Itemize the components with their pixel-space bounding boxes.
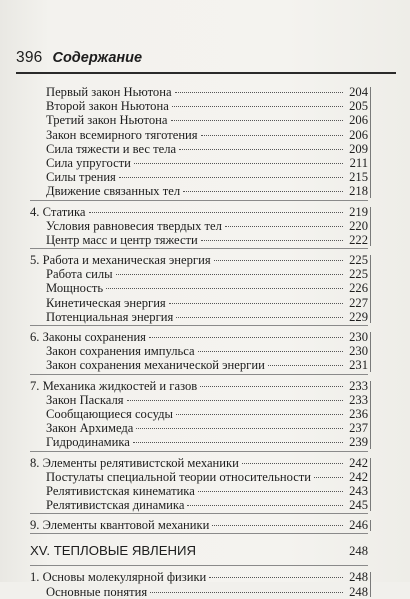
toc-entry-label: 4. Статика <box>30 204 86 219</box>
chapter-block <box>30 543 368 566</box>
dot-leader <box>169 303 343 304</box>
toc-entry[interactable] <box>30 170 368 184</box>
dot-leader <box>268 365 343 366</box>
dot-leader <box>106 288 343 289</box>
toc-entry-page: 229 <box>349 309 368 324</box>
dot-leader <box>212 525 343 526</box>
toc-entry-label: Закон Архимеда <box>46 421 134 436</box>
dot-leader <box>119 177 343 178</box>
dot-leader <box>172 106 343 107</box>
chapter-title: XV. ТЕПЛОВЫЕ ЯВЛЕНИЯ <box>30 543 197 559</box>
dot-leader <box>133 442 343 443</box>
dot-leader <box>198 491 343 492</box>
dot-leader <box>200 386 343 387</box>
dot-leader <box>214 260 343 261</box>
toc-entry-label: 6. Законы сохранения <box>30 330 146 344</box>
toc-entry[interactable] <box>30 281 368 295</box>
toc-entry-page: 206 <box>349 127 368 142</box>
toc-entry-page: 237 <box>349 421 368 436</box>
toc-entry[interactable] <box>30 219 368 233</box>
toc-entry-label: Постулаты специальной теории относительности <box>46 469 312 484</box>
toc-entry-page: 222 <box>349 232 368 247</box>
toc-entry-label: Силы трения <box>46 170 116 185</box>
toc-chapter-heading[interactable] <box>30 543 368 561</box>
toc-entry-page: 227 <box>349 295 368 310</box>
toc-entry-page: 218 <box>349 184 368 199</box>
toc-entry-page: 204 <box>349 85 368 99</box>
toc-entry[interactable] <box>30 393 368 407</box>
toc-entry-label: 9. Элементы квантовой механики <box>30 518 210 533</box>
toc-entry[interactable] <box>30 85 368 99</box>
toc-entry[interactable] <box>30 470 368 484</box>
group-rule <box>370 87 371 198</box>
dot-leader <box>209 577 343 578</box>
toc-entry[interactable] <box>30 330 368 344</box>
toc-entry-label: Закон Паскаля <box>46 392 124 407</box>
header-rule <box>16 72 396 74</box>
toc-entry[interactable] <box>30 358 368 372</box>
dot-leader <box>314 477 343 478</box>
toc-entry[interactable] <box>30 379 368 393</box>
toc-entry-page: 239 <box>349 435 368 450</box>
group-rule <box>370 332 371 372</box>
toc-entry-label: Закон всемирного тяготения <box>46 127 198 142</box>
toc-entry-page: 230 <box>349 344 368 359</box>
section-title: Содержание <box>52 50 143 66</box>
dot-leader <box>175 92 343 93</box>
page-number: 396 <box>16 49 43 66</box>
toc-entry-page: 226 <box>349 281 368 296</box>
toc-group-conservation <box>30 330 368 375</box>
group-rule <box>370 207 371 247</box>
toc-entry-page: 248 <box>349 584 368 599</box>
toc-entry-label: Закон сохранения механической энергии <box>46 358 265 373</box>
toc-entry-label: Закон сохранения импульса <box>46 344 195 359</box>
dot-leader <box>187 505 343 506</box>
dot-leader <box>136 428 343 429</box>
toc-entry-page: 231 <box>349 358 368 373</box>
toc-entry-label: Второй закон Ньютона <box>46 99 169 114</box>
toc-entry-page: 215 <box>349 170 368 185</box>
toc-entry[interactable] <box>30 128 368 142</box>
group-rule <box>370 255 371 323</box>
toc-entry-page: 205 <box>349 99 368 114</box>
dot-leader <box>134 163 343 164</box>
dot-leader <box>225 226 343 227</box>
toc-entry[interactable] <box>30 585 368 599</box>
toc-group-molecular <box>30 570 368 598</box>
toc-entry[interactable] <box>30 184 368 198</box>
toc-entry[interactable] <box>30 99 368 113</box>
toc-entry[interactable] <box>30 498 368 512</box>
toc-entry-label: Сила тяжести и вес тела <box>46 141 177 156</box>
dot-leader <box>116 274 343 275</box>
toc-entry[interactable] <box>30 156 368 170</box>
toc-entry-label: 1. Основы молекулярной физики <box>30 570 207 585</box>
toc-entry[interactable] <box>30 435 368 449</box>
toc-entry-page: 243 <box>349 483 368 498</box>
toc-entry-label: Движение связанных тел <box>46 184 181 199</box>
dot-leader <box>176 414 343 415</box>
toc-entry-label: Релятивистская кинематика <box>46 483 195 498</box>
toc-entry-page: 211 <box>349 155 368 170</box>
toc-entry[interactable] <box>30 142 368 156</box>
toc-entry[interactable] <box>30 253 368 267</box>
dot-leader <box>183 191 343 192</box>
toc-group-work-energy <box>30 253 368 326</box>
toc-entry-page: 209 <box>349 141 368 156</box>
toc-entry-label: 5. Работа и механическая энергия <box>30 253 211 268</box>
toc-entry-page: 246 <box>349 518 368 533</box>
toc-entry-page: 219 <box>349 204 368 219</box>
table-of-contents <box>30 85 368 599</box>
toc-entry-page: 220 <box>349 218 368 233</box>
toc-entry-label: Гидродинамика <box>46 435 130 450</box>
toc-entry[interactable] <box>30 113 368 127</box>
toc-entry-label: Третий закон Ньютона <box>46 113 168 128</box>
dot-leader <box>198 351 343 352</box>
chapter-page: 248 <box>349 544 368 559</box>
toc-entry[interactable] <box>30 296 368 310</box>
group-rule <box>370 520 371 531</box>
toc-entry[interactable] <box>30 233 368 247</box>
toc-entry-page: 230 <box>349 330 368 344</box>
dot-leader <box>150 592 343 593</box>
toc-entry-label: 7. Механика жидкостей и газов <box>30 378 198 393</box>
toc-entry-label: Мощность <box>46 281 104 296</box>
toc-entry-page: 206 <box>349 113 368 128</box>
toc-entry-label: Центр масс и центр тяжести <box>46 232 198 247</box>
toc-entry-page: 245 <box>349 498 368 513</box>
toc-entry[interactable] <box>30 484 368 498</box>
toc-entry-page: 225 <box>349 267 368 282</box>
group-rule <box>370 458 371 512</box>
dot-leader <box>89 212 343 213</box>
dot-leader <box>171 120 343 121</box>
toc-entry[interactable] <box>30 570 368 584</box>
toc-entry-page: 248 <box>349 570 368 585</box>
toc-entry-page: 236 <box>349 406 368 421</box>
toc-group-statics <box>30 205 368 250</box>
toc-entry-page: 242 <box>349 469 368 484</box>
toc-entry-label: Потенциальная энергия <box>46 309 174 324</box>
toc-entry-page: 225 <box>349 253 368 268</box>
toc-entry-page: 242 <box>349 455 368 470</box>
toc-group-relativity <box>30 456 368 515</box>
toc-entry[interactable] <box>30 267 368 281</box>
dot-leader <box>127 400 343 401</box>
toc-entry-label: Основные понятия <box>46 584 148 599</box>
toc-entry[interactable] <box>30 407 368 421</box>
toc-entry-page: 233 <box>349 378 368 393</box>
toc-entry[interactable] <box>30 344 368 358</box>
toc-entry-label: Сообщающиеся сосуды <box>46 406 173 421</box>
toc-entry-label: Кинетическая энергия <box>46 295 166 310</box>
toc-entry[interactable] <box>30 310 368 324</box>
toc-entry-label: 8. Элементы релятивистской механики <box>30 455 239 470</box>
group-rule <box>370 572 371 596</box>
toc-group-dynamics <box>30 85 368 201</box>
toc-entry-label: Первый закон Ньютона <box>46 85 172 99</box>
toc-entry[interactable] <box>30 205 368 219</box>
dot-leader <box>201 135 343 136</box>
dot-leader <box>179 149 343 150</box>
toc-entry-label: Работа силы <box>46 267 113 282</box>
toc-group-fluids <box>30 379 368 452</box>
toc-entry-label: Условия равновесия твердых тел <box>46 218 222 233</box>
dot-leader <box>242 463 343 464</box>
toc-entry[interactable] <box>30 456 368 470</box>
dot-leader <box>149 337 343 338</box>
dot-leader <box>201 240 343 241</box>
dot-leader <box>176 317 343 318</box>
running-head <box>16 49 142 67</box>
toc-entry-page: 233 <box>349 392 368 407</box>
toc-group-quantum <box>30 518 368 534</box>
toc-entry[interactable] <box>30 421 368 435</box>
toc-entry-label: Сила упругости <box>46 155 131 170</box>
toc-entry-label: Релятивистская динамика <box>46 498 185 513</box>
group-rule <box>370 381 371 449</box>
toc-entry[interactable] <box>30 518 368 532</box>
